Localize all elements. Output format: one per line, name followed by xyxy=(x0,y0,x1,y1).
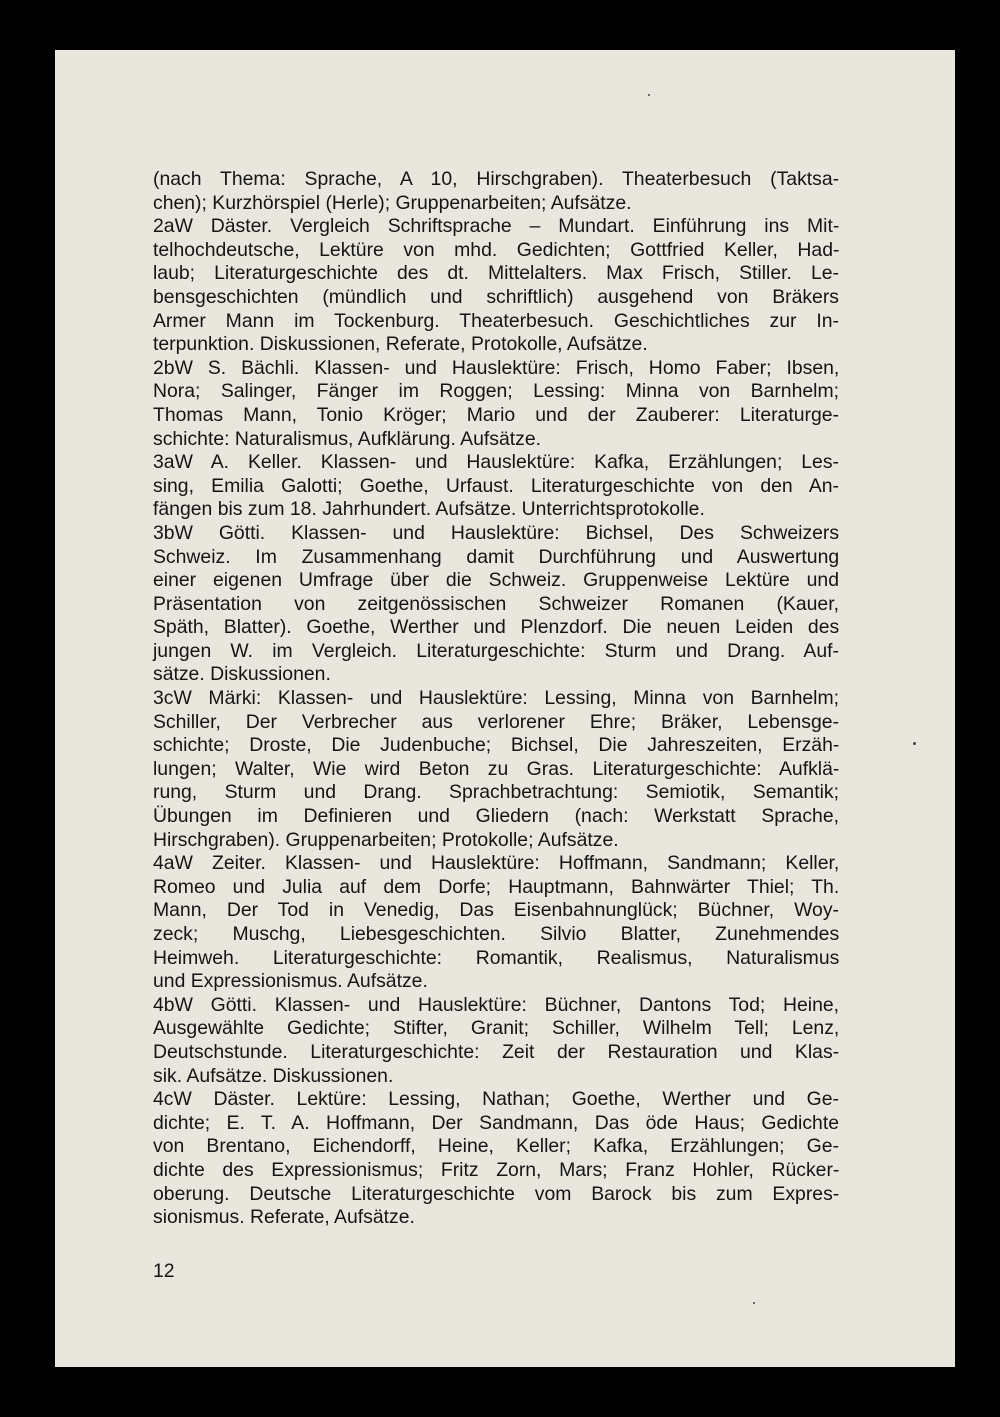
text-line: dichte; E. T. A. Hoffmann, Der Sandmann, Das öde Haus; Gedichte xyxy=(153,1111,839,1134)
text-line: bensgeschichten (mündlich und schriftlich) ausgehend von Bräkers xyxy=(153,285,839,308)
text-line: sik. Aufsätze. Diskussionen. xyxy=(153,1064,394,1087)
text-line: 4bW Götti. Klassen- und Hauslektüre: Büchner, Dantons Tod; Heine, xyxy=(153,993,840,1016)
text-line: dichte des Expressionismus; Fritz Zorn, Mars; Franz Hohler, Rücker- xyxy=(153,1158,840,1181)
text-line: Späth, Blatter). Goethe, Werther und Plenzdorf. Die neuen Leiden des xyxy=(153,616,840,639)
text-line: Nora; Salinger, Fänger im Roggen; Lessing: Minna von Barnhelm; xyxy=(153,380,839,403)
text-line: Thomas Mann, Tonio Kröger; Mario und der Zauberer: Literaturge- xyxy=(153,403,839,426)
document-page xyxy=(55,50,955,1367)
text-line: telhochdeutsche, Lektüre von mhd. Gedichten; Gottfried Keller, Had- xyxy=(153,238,840,261)
text-line: Heimweh. Literaturgeschichte: Romantik, Realismus, Naturalismus xyxy=(153,946,840,969)
text-line: sing, Emilia Galotti; Goethe, Urfaust. Literaturgeschichte von den An- xyxy=(153,474,839,497)
text-line: oberung. Deutsche Literaturgeschichte vom Barock bis zum Expres- xyxy=(153,1182,840,1205)
text-line: schichte: Naturalismus, Aufklärung. Aufsätze. xyxy=(153,427,542,450)
text-line: Hirschgraben). Gruppenarbeiten; Protokolle; Aufsätze. xyxy=(153,828,619,851)
text-line: rung, Sturm und Drang. Sprachbetrachtung: Semiotik, Semantik; xyxy=(153,781,839,804)
text-line: fängen bis zum 18. Jahrhundert. Aufsätze. Unterrichtsprotokolle. xyxy=(153,498,705,521)
text-line: Armer Mann im Tockenburg. Theaterbesuch. Geschichtliches zur In- xyxy=(153,309,839,332)
text-line: sätze. Diskussionen. xyxy=(153,663,331,686)
text-line: 4cW Däster. Lektüre: Lessing, Nathan; Goethe, Werther und Ge- xyxy=(153,1088,839,1111)
text-line: zeck; Muschg, Liebesgeschichten. Silvio Blatter, Zunehmendes xyxy=(153,923,840,945)
text-line: Schweiz. Im Zusammenhang damit Durchführung und Auswertung xyxy=(153,545,840,568)
text-line: jungen W. im Vergleich. Literaturgeschichte: Sturm und Drang. Auf- xyxy=(153,639,839,662)
text-line: 2aW Däster. Vergleich Schriftsprache – Mundart. Einführung ins Mit- xyxy=(153,215,840,238)
body-text xyxy=(153,168,839,1230)
text-line: Ausgewählte Gedichte; Stifter, Granit; Schiller, Wilhelm Tell; Lenz, xyxy=(153,1017,840,1040)
text-line: 3cW Märki: Klassen- und Hauslektüre: Lessing, Minna von Barnhelm; xyxy=(153,687,839,710)
text-line: 3aW A. Keller. Klassen- und Hauslektüre: Kafka, Erzählungen; Les- xyxy=(153,451,839,474)
text-line: chen); Kurzhörspiel (Herle); Gruppenarbeiten; Aufsätze. xyxy=(153,191,632,214)
text-line: sionismus. Referate, Aufsätze. xyxy=(153,1206,415,1229)
text-line: Übungen im Definieren und Gliedern (nach: Werkstatt Sprache, xyxy=(153,805,839,828)
text-line: 3bW Götti. Klassen- und Hauslektüre: Bichsel, Des Schweizers xyxy=(153,521,840,544)
paper-speck xyxy=(753,1302,755,1304)
text-line: von Brentano, Eichendorff, Heine, Keller; Kafka, Erzählungen; Ge- xyxy=(153,1135,839,1158)
page-number: 12 xyxy=(153,1260,175,1282)
paper-speck xyxy=(913,742,916,745)
text-line: (nach Thema: Sprache, A 10, Hirschgraben). Theaterbesuch (Taktsa- xyxy=(153,168,840,190)
text-line: lungen; Walter, Wie wird Beton zu Gras. Literaturgeschichte: Aufklä- xyxy=(153,757,840,780)
text-line: schichte; Droste, Die Judenbuche; Bichsel, Die Jahreszeiten, Erzäh- xyxy=(153,734,840,757)
text-line: Präsentation von zeitgenössischen Schweizer Romanen (Kauer, xyxy=(153,592,839,615)
text-line: 4aW Zeiter. Klassen- und Hauslektüre: Hoffmann, Sandmann; Keller, xyxy=(153,852,840,875)
text-line: Deutschstunde. Literaturgeschichte: Zeit der Restauration und Klas- xyxy=(153,1040,840,1063)
text-line: Mann, Der Tod in Venedig, Das Eisenbahnunglück; Büchner, Woy- xyxy=(153,899,839,922)
paper-speck xyxy=(648,94,650,96)
text-line: laub; Literaturgeschichte des dt. Mittelalters. Max Frisch, Stiller. Le- xyxy=(153,262,839,285)
text-line: Romeo und Julia auf dem Dorfe; Hauptmann, Bahnwärter Thiel; Th. xyxy=(153,875,840,898)
text-line: einer eigenen Umfrage über die Schweiz. Gruppenweise Lektüre und xyxy=(153,569,839,592)
text-line: 2bW S. Bächli. Klassen- und Hauslektüre: Frisch, Homo Faber; Ibsen, xyxy=(153,356,840,379)
text-line: Schiller, Der Verbrecher aus verlorener Ehre; Bräker, Lebensge- xyxy=(153,710,839,733)
text-line: und Expressionismus. Aufsätze. xyxy=(153,970,428,993)
text-line: terpunktion. Diskussionen, Referate, Protokolle, Aufsätze. xyxy=(153,333,648,356)
